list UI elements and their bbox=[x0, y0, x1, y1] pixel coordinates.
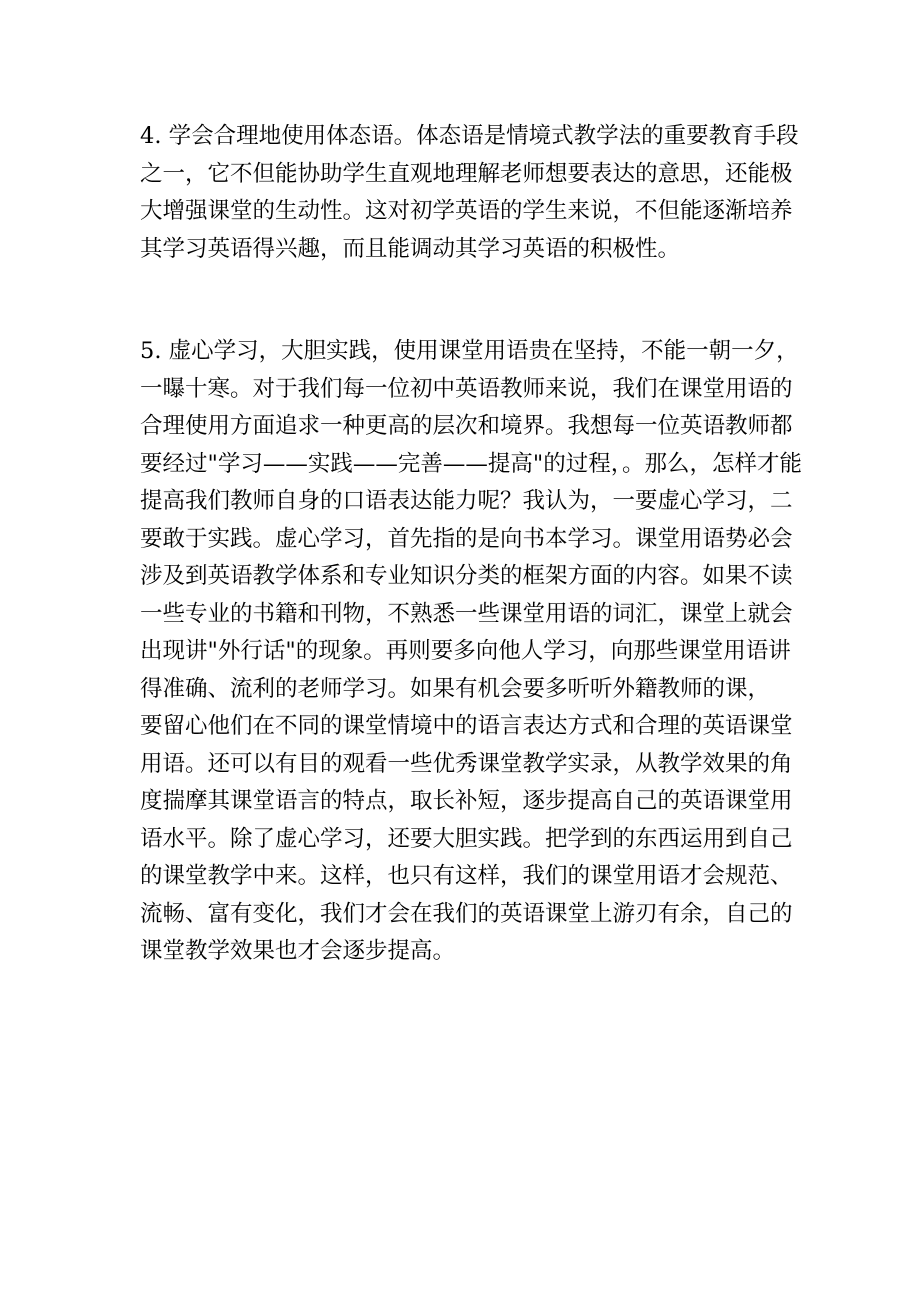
paragraph-line: 语水平。除了虚心学习，还要大胆实践。把学到的东西运用到自己 bbox=[140, 825, 793, 852]
paragraph-line: 提高我们教师自身的口语表达能力呢？我认为，一要虚心学习，二 bbox=[140, 488, 793, 514]
paragraph-line: 4. 学会合理地使用体态语。体态语是情境式教学法的重要教育手段 bbox=[140, 123, 799, 149]
paragraph-line: 涉及到英语教学体系和专业知识分类的框架方面的内容。如果不读 bbox=[140, 563, 793, 589]
paragraph-line: 一些专业的书籍和刊物，不熟悉一些课堂用语的词汇，课堂上就会 bbox=[140, 600, 793, 627]
paragraph-line: 要经过"学习——实践——完善——提高"的过程，。那么，怎样才能 bbox=[140, 450, 802, 477]
paragraph-line: 之一，它不但能协助学生直观地理解老师想要表达的意思，还能极 bbox=[140, 160, 793, 187]
paragraph-line: 课堂教学效果也才会逐步提高。 bbox=[140, 938, 456, 964]
paragraph-line: 5. 虚心学习，大胆实践，使用课堂用语贵在坚持，不能一朝一夕， bbox=[140, 338, 799, 364]
paragraph-point-5 bbox=[140, 333, 802, 971]
paragraph-line: 流畅、富有变化，我们才会在我们的英语课堂上游刃有余，自己的 bbox=[140, 900, 793, 927]
paragraph-line: 要敢于实践。虚心学习，首先指的是向书本学习。课堂用语势必会 bbox=[140, 525, 793, 552]
paragraph-line: 合理使用方面追求一种更高的层次和境界。我想每一位英语教师都 bbox=[140, 413, 793, 439]
paragraph-line: 要留心他们在不同的课堂情境中的语言表达方式和合理的英语课堂 bbox=[140, 713, 793, 739]
paragraph-line: 度揣摩其课堂语言的特点，取长补短，逐步提高自己的英语课堂用 bbox=[140, 788, 793, 814]
paragraph-line: 出现讲"外行话"的现象。再则要多向他人学习，向那些课堂用语讲 bbox=[140, 638, 791, 664]
paragraph-line: 的课堂教学中来。这样，也只有这样，我们的课堂用语才会规范、 bbox=[140, 863, 793, 889]
paragraph-point-4 bbox=[140, 118, 799, 268]
paragraph-line: 一曝十寒。对于我们每一位初中英语教师来说，我们在课堂用语的 bbox=[140, 375, 793, 402]
paragraph-line: 用语。还可以有目的观看一些优秀课堂教学实录，从教学效果的角 bbox=[140, 750, 793, 777]
paragraph-line: 其学习英语得兴趣，而且能调动其学习英语的积极性。 bbox=[140, 235, 681, 262]
paragraph-line: 大增强课堂的生动性。这对初学英语的学生来说，不但能逐渐培养 bbox=[140, 198, 793, 224]
paragraph-line: 得准确、流利的老师学习。如果有机会要多听听外籍教师的课， bbox=[140, 675, 771, 702]
